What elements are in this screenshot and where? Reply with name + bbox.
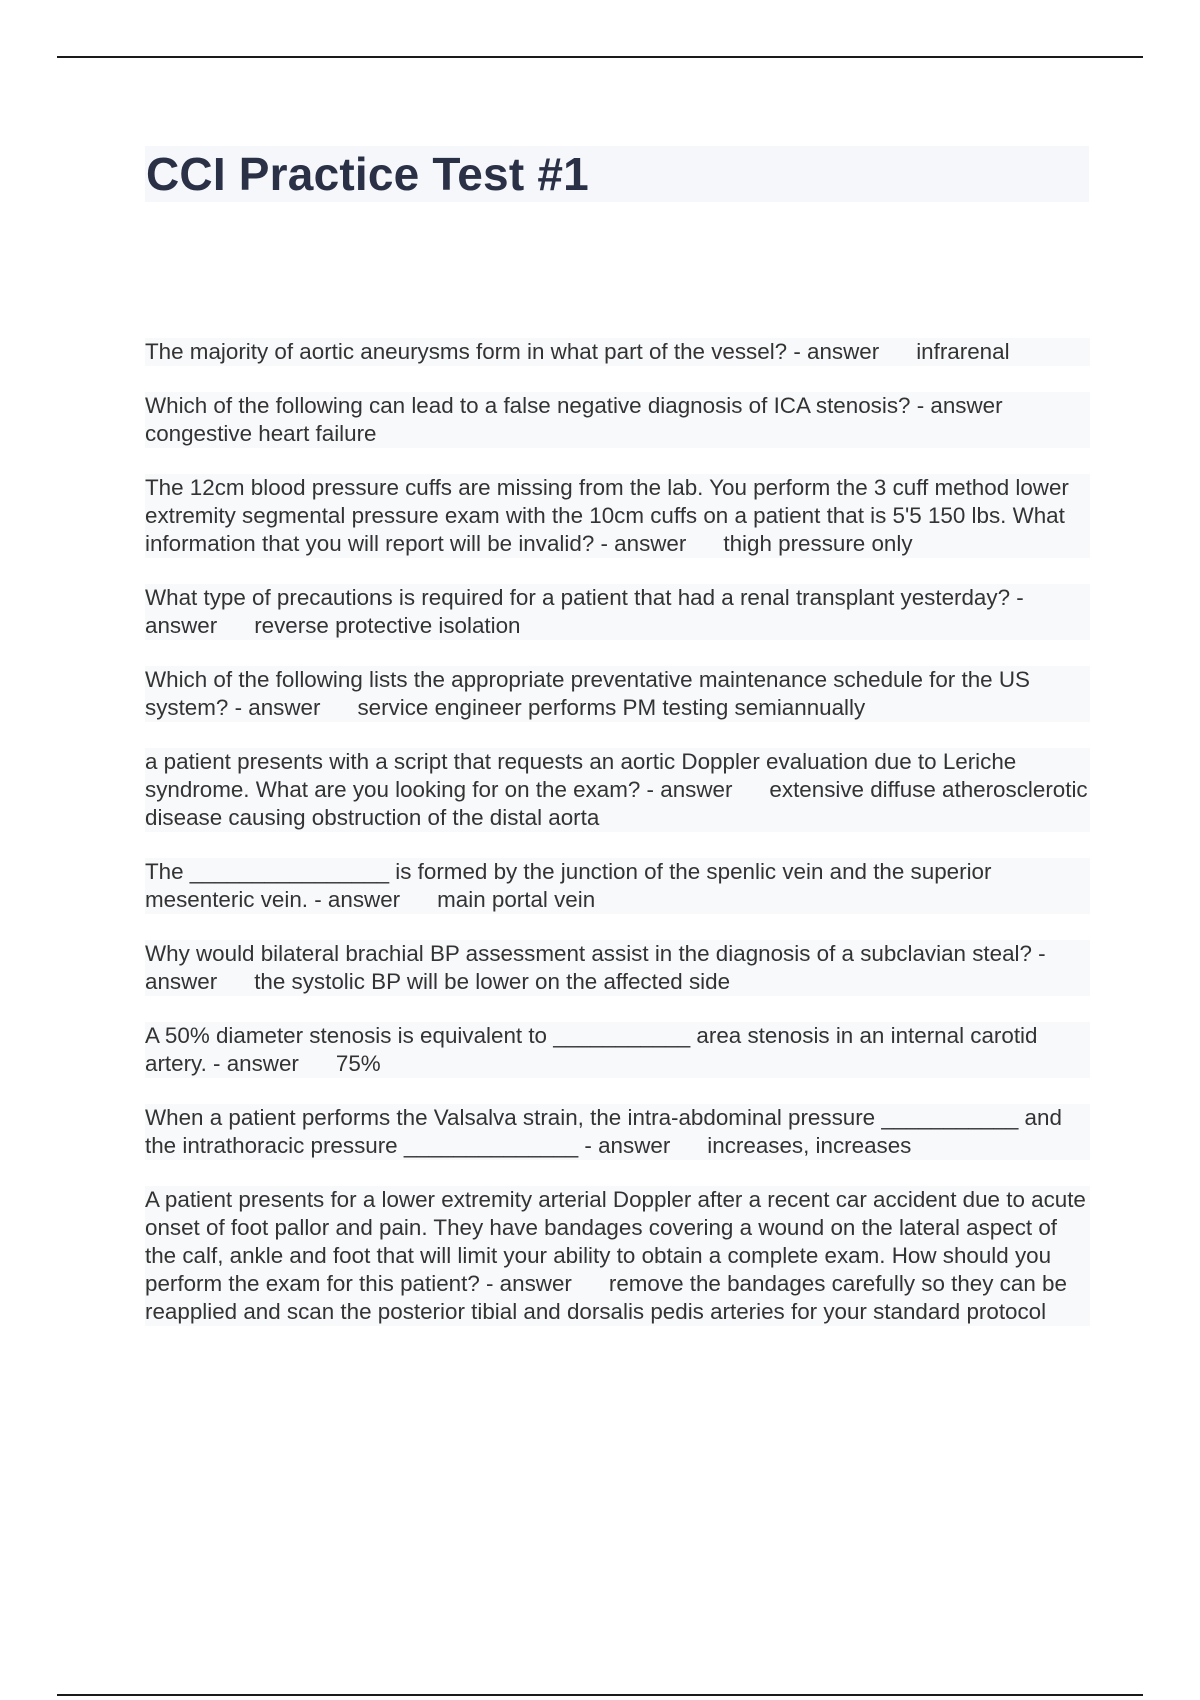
question-text: A 50% diameter stenosis is equivalent to ___________ area stenosis in an internal carotid artery. - answer bbox=[145, 1023, 1038, 1076]
question-text: A patient presents for a lower extremity arterial Doppler after a recent car accident due to acute onset of foot pallor and pain. They have bandages covering a wound on the lateral aspect of the calf, ankle and foot that will limit your ability to obtain a complete exam. How should you perform the exam for this patient? - answer bbox=[145, 1187, 1086, 1296]
question-list bbox=[145, 338, 1090, 1352]
answer-text: thigh pressure only bbox=[723, 531, 913, 556]
qa-item bbox=[145, 584, 1090, 640]
answer-text: congestive heart failure bbox=[145, 421, 377, 446]
top-rule bbox=[57, 56, 1143, 58]
qa-item bbox=[145, 338, 1090, 366]
answer-text: 75% bbox=[335, 1051, 381, 1076]
question-text: The ________________ is formed by the junction of the spenlic vein and the superior mesenteric vein. - answer bbox=[145, 859, 992, 912]
question-text: The majority of aortic aneurysms form in what part of the vessel? - answer bbox=[145, 339, 880, 364]
answer-text: extensive diffuse atherosclerotic disease causing obstruction of the distal aorta bbox=[145, 777, 1088, 830]
qa-item bbox=[145, 940, 1090, 996]
answer-text: reverse protective isolation bbox=[254, 613, 521, 638]
question-text: Why would bilateral brachial BP assessment assist in the diagnosis of a subclavian steal? - answer bbox=[145, 941, 1046, 994]
qa-item bbox=[145, 1022, 1090, 1078]
question-text: Which of the following lists the appropriate preventative maintenance schedule for the US system? - answer bbox=[145, 667, 1030, 720]
qa-item bbox=[145, 858, 1090, 914]
answer-text: infrarenal bbox=[916, 339, 1010, 364]
qa-item bbox=[145, 1186, 1090, 1326]
qa-item bbox=[145, 392, 1090, 448]
page-title: CCI Practice Test #1 bbox=[146, 148, 589, 200]
question-text: Which of the following can lead to a false negative diagnosis of ICA stenosis? - answer bbox=[145, 393, 1003, 418]
answer-text: remove the bandages carefully so they can be reapplied and scan the posterior tibial and dorsalis pedis arteries for your standard protocol bbox=[145, 1271, 1067, 1324]
qa-item bbox=[145, 474, 1090, 558]
question-text: The 12cm blood pressure cuffs are missing from the lab. You perform the 3 cuff method lower extremity segmental pressure exam with the 10cm cuffs on a patient that is 5'5 150 lbs. What information that you will report will be invalid? - answer bbox=[145, 475, 1069, 556]
question-text: a patient presents with a script that requests an aortic Doppler evaluation due to Leriche syndrome. What are you looking for on the exam? - answer bbox=[145, 749, 1017, 802]
qa-item bbox=[145, 666, 1090, 722]
bottom-rule bbox=[57, 1694, 1143, 1696]
qa-item bbox=[145, 748, 1090, 832]
answer-text: service engineer performs PM testing semiannually bbox=[357, 695, 866, 720]
question-text: What type of precautions is required for a patient that had a renal transplant yesterday? - answer bbox=[145, 585, 1024, 638]
qa-item bbox=[145, 1104, 1090, 1160]
question-text: When a patient performs the Valsalva strain, the intra-abdominal pressure ___________ and the intrathoracic pressure ______________ - answer bbox=[145, 1105, 1062, 1158]
answer-text: main portal vein bbox=[437, 887, 596, 912]
answer-text: the systolic BP will be lower on the affected side bbox=[254, 969, 731, 994]
answer-text: increases, increases bbox=[707, 1133, 912, 1158]
